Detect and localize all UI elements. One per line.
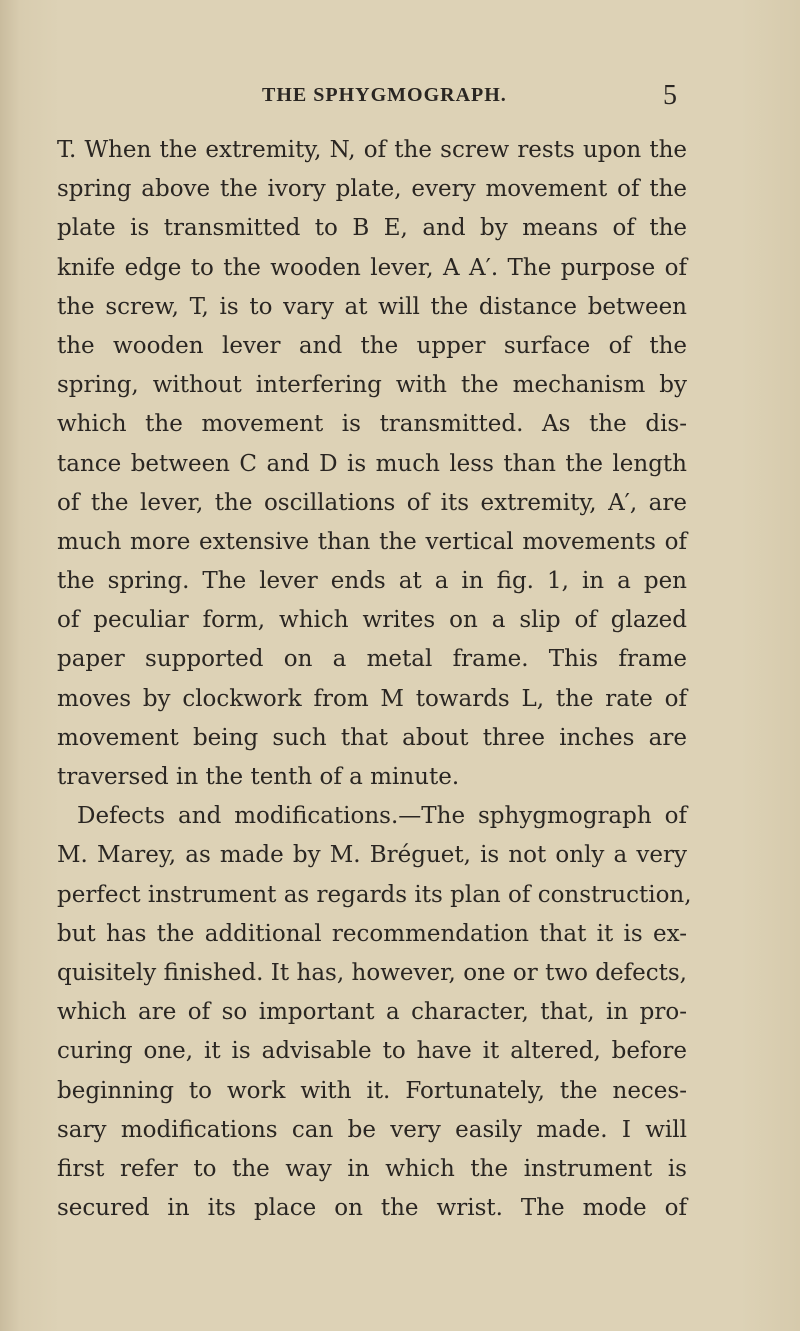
text-line: secured in its place on the wrist. The mode of (57, 1195, 687, 1222)
text-line: paper supported on a metal frame. This frame (57, 646, 687, 673)
text-line: perfect instrument as regards its plan of construction, (57, 881, 692, 908)
text-line: M. Marey, as made by M. Bréguet, is not only a very (57, 842, 687, 869)
section-start-line: Defects and modifications.—The sphygmograph of (77, 803, 687, 830)
text-line: but has the additional recommendation that it is ex- (57, 920, 687, 947)
text-line: of peculiar form, which writes on a slip of glazed (57, 607, 687, 634)
text-line: which the movement is transmitted. As the dis- (57, 411, 687, 438)
text-line: spring above the ivory plate, every movement of the (57, 176, 687, 203)
text-line: T. When the extremity, N, of the screw rests upon the (57, 137, 687, 163)
text-line: curing one, it is advisable to have it altered, before (57, 1038, 687, 1065)
text-line: beginning to work with it. Fortunately, the neces- (57, 1077, 687, 1104)
text-line: first refer to the way in which the instrument is (57, 1155, 687, 1182)
running-title: THE SPHYGMOGRAPH. (262, 84, 507, 106)
page-header (0, 80, 800, 118)
text-line: spring, without interfering with the mechanism by (57, 372, 687, 399)
text-line: moves by clockwork from M towards L, the rate of (57, 685, 687, 712)
text-line: plate is transmitted to B E, and by means of the (57, 215, 687, 242)
text-line: of the lever, the oscillations of its extremity, A′, are (57, 489, 687, 516)
text-line: sary modifications can be very easily made. I will (57, 1116, 687, 1143)
text-line: tance between C and D is much less than the length (57, 450, 687, 477)
text-line: the spring. The lever ends at a in fig. 1, in a pen (57, 568, 687, 595)
text-line: knife edge to the wooden lever, A A′. The purpose of (57, 254, 687, 281)
text-line: the wooden lever and the upper surface of the (57, 332, 687, 359)
text-line: the screw, T, is to vary at will the distance between (57, 293, 687, 320)
text-line: movement being such that about three inches are (57, 724, 687, 751)
page-number: 5 (663, 80, 677, 111)
text-line: traversed in the tenth of a minute. (57, 764, 460, 790)
text-line: quisitely finished. It has, however, one or two defects, (57, 959, 687, 986)
text-line: which are of so important a character, that, in pro- (57, 999, 687, 1026)
text-line: much more extensive than the vertical movements of (57, 528, 687, 555)
body-text (57, 131, 692, 1228)
